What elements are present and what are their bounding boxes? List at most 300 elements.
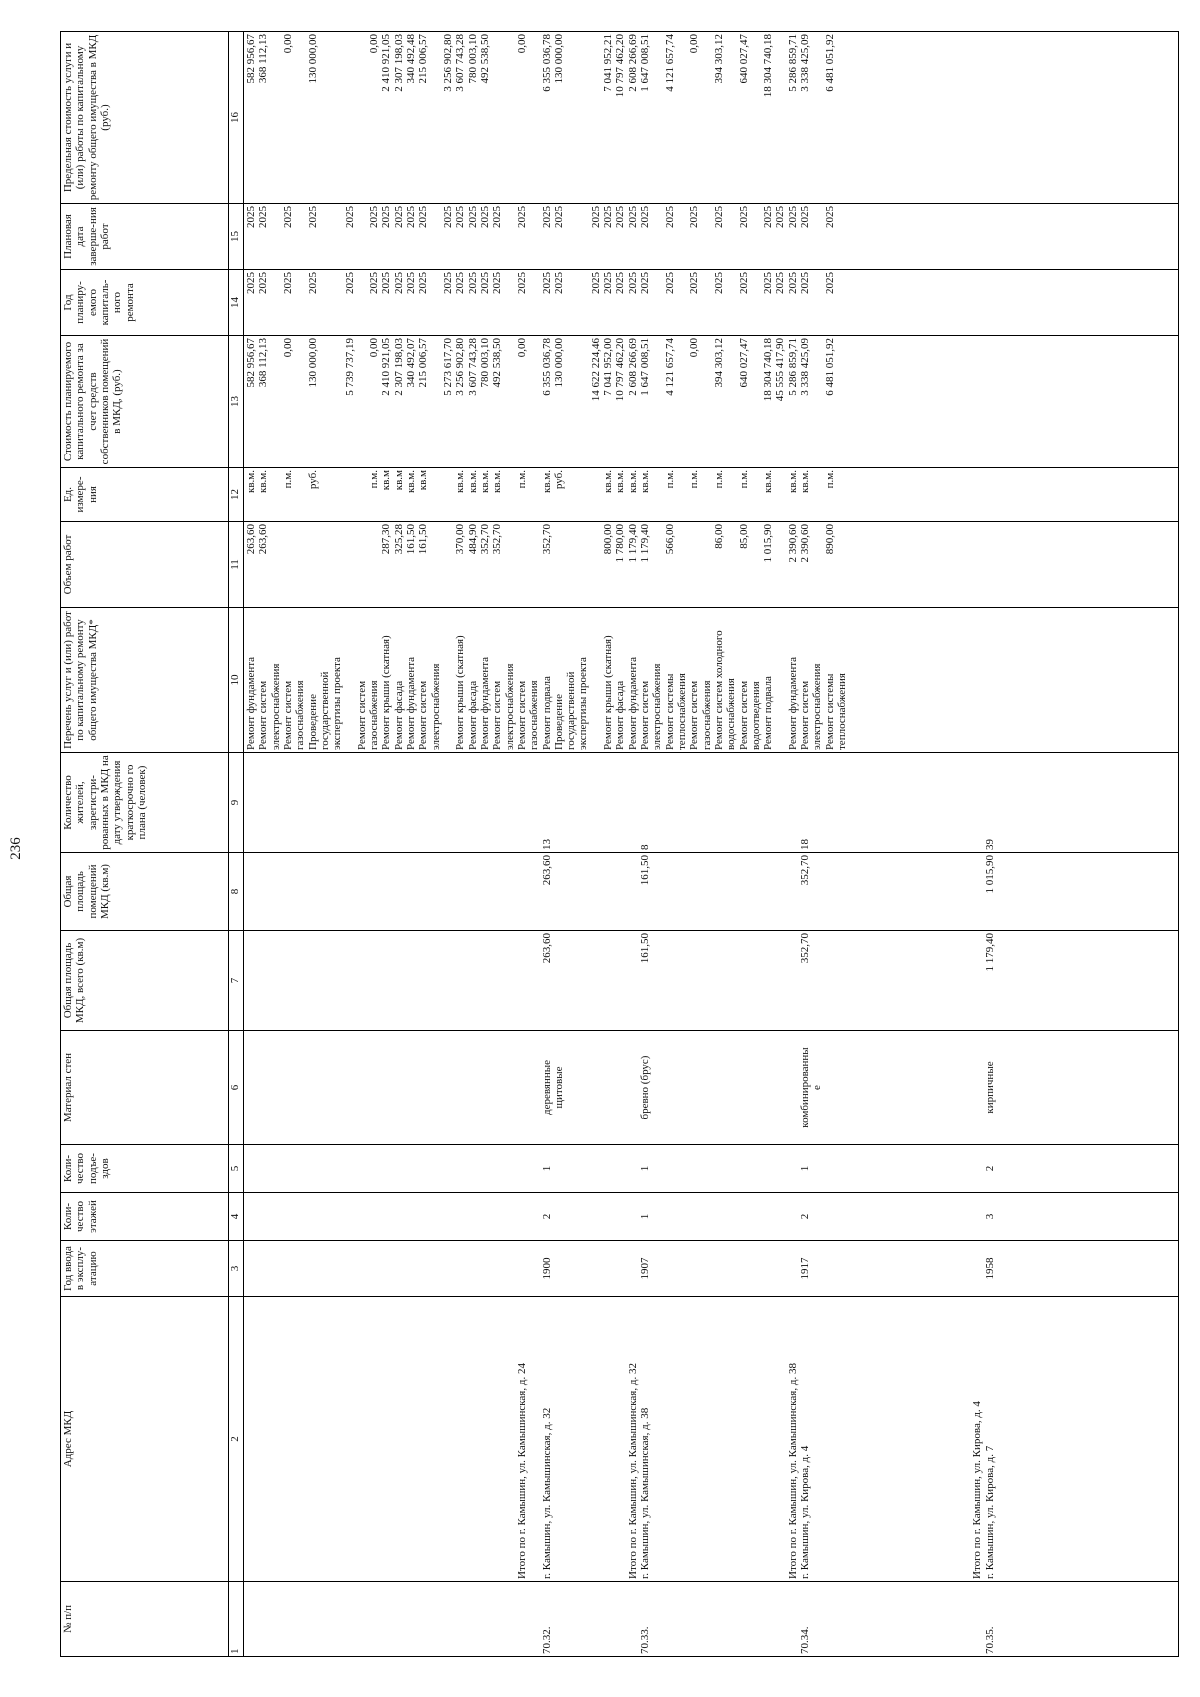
- cell-line: 2025: [688, 206, 701, 228]
- cell-line: Ремонт систем: [257, 680, 270, 750]
- cell-line: [479, 855, 491, 928]
- cell-line: [393, 755, 405, 850]
- cell-line: [676, 34, 688, 201]
- cell-line: [824, 1147, 836, 1190]
- cell-line: [479, 1243, 491, 1294]
- cell-line: [454, 1195, 466, 1238]
- cell-line: электроснабжения: [651, 663, 664, 750]
- cell-line: [701, 34, 713, 201]
- cell-line: [959, 1147, 971, 1190]
- cell-line: 2025: [306, 272, 319, 294]
- cell-line: 340 492,48: [405, 34, 418, 84]
- cell-line: 18 304 740,18: [762, 338, 775, 402]
- cell-line: [282, 1299, 294, 1579]
- cell-line: [565, 933, 577, 1028]
- cell-line: [885, 755, 897, 850]
- cell-line: [565, 1299, 577, 1579]
- cell-line: [836, 855, 848, 928]
- cell-line: 7 041 952,21: [602, 34, 615, 92]
- cell-line: [270, 855, 282, 928]
- cell-line: 0,00: [368, 338, 381, 358]
- cell-line: [344, 1147, 356, 1190]
- cell-line: 2025: [454, 206, 467, 228]
- cell-line: [725, 855, 737, 928]
- cell-line: [491, 1243, 503, 1294]
- cell-line: [417, 1584, 429, 1654]
- cell-line: [861, 1195, 873, 1238]
- cell-line: 800,00: [602, 524, 615, 555]
- cell-line: [922, 1243, 934, 1294]
- cell-line: [491, 34, 503, 201]
- cell-line: [725, 338, 737, 465]
- cell-line: [602, 1299, 614, 1579]
- cell-line: [331, 1195, 343, 1238]
- cell-line: е: [811, 1085, 824, 1090]
- cell-line: Ремонт фасада: [466, 680, 479, 750]
- cell-line: [344, 524, 356, 605]
- cell-line: [368, 1033, 380, 1142]
- cell-line: [627, 1195, 639, 1238]
- cell-line: [307, 1147, 319, 1190]
- cell-line: [405, 755, 417, 850]
- cell-line: г. Камышин, ул. Камышинская, д. 38: [639, 1407, 651, 1579]
- cell-line: [811, 524, 823, 605]
- cell-line: 1 647 008,51: [639, 338, 651, 396]
- cell-line: [701, 755, 713, 850]
- cell-line: [307, 1243, 319, 1294]
- cell-line: 215 006,57: [417, 338, 430, 388]
- cell-line: [651, 1584, 663, 1654]
- cell-line: [528, 272, 540, 333]
- cell-line: [504, 755, 516, 850]
- cell-line: [577, 1033, 589, 1142]
- cell-line: [417, 1033, 429, 1142]
- cell-line: [971, 755, 983, 850]
- cell-line: [898, 1584, 910, 1654]
- cell-line: 2025: [380, 272, 393, 294]
- cell-line: [688, 1147, 700, 1190]
- cell-line: [380, 755, 392, 850]
- cell-line: 1: [799, 1165, 812, 1172]
- cell-line: [257, 1299, 269, 1579]
- cell-line: [811, 1243, 823, 1294]
- cell-line: [910, 755, 922, 850]
- cell-line: 0,00: [368, 34, 381, 54]
- col-title: Стоимость планируемого капитального ремонта за счет средств собственников помещений в МКД, (руб.): [61, 336, 229, 468]
- cell-line: [270, 470, 282, 519]
- cell-line: [627, 1147, 639, 1190]
- cell-line: [750, 1584, 762, 1654]
- cell-line: [257, 1147, 269, 1190]
- cell-line: 45 555 417,90: [774, 338, 787, 402]
- cell-line: [898, 1033, 910, 1142]
- cell-line: 13: [540, 839, 553, 850]
- cell-line: [553, 1195, 565, 1238]
- cell-line: кв.м.: [639, 470, 651, 493]
- cell-line: [553, 933, 565, 1028]
- cell-line: [738, 1147, 750, 1190]
- cell-line: [762, 1584, 774, 1654]
- cell-line: 18 304 740,18: [762, 34, 775, 98]
- cell-line: кв.м.: [762, 470, 775, 493]
- cell-line: [405, 1584, 417, 1654]
- cell-line: [479, 755, 491, 850]
- cell-line: [294, 1299, 306, 1579]
- cell-line: 368 112,13: [257, 338, 270, 388]
- cell-line: [971, 1147, 983, 1190]
- cell-line: 3: [983, 1213, 996, 1220]
- cell-line: [750, 1195, 762, 1238]
- cell-line: 3 607 743,28: [454, 34, 467, 92]
- cell-line: [479, 1299, 491, 1579]
- cell-line: [676, 1195, 688, 1238]
- cell-line: [725, 272, 737, 333]
- cell-line: [344, 34, 356, 201]
- cell-line: 2025: [602, 272, 615, 294]
- cell-line: [294, 34, 306, 201]
- cell-line: газоснабжения: [700, 680, 713, 750]
- cell-line: п.м.: [368, 470, 381, 489]
- cell-line: [738, 1195, 750, 1238]
- cell-line: [257, 1033, 269, 1142]
- cell-line: [713, 933, 725, 1028]
- cell-line: [565, 524, 577, 605]
- cell-line: [393, 1243, 405, 1294]
- cell-line: [528, 34, 540, 201]
- cell-line: [885, 1584, 897, 1654]
- cell-line: [491, 1584, 503, 1654]
- cell-line: 2025: [245, 272, 257, 294]
- cell-line: [602, 1147, 614, 1190]
- cell-line: [614, 1195, 626, 1238]
- cell-line: 2 390,60: [786, 524, 799, 563]
- column-7-cell: [244, 931, 1179, 1031]
- cell-line: [725, 1584, 737, 1654]
- cell-line: [664, 933, 676, 1028]
- cell-line: [701, 206, 713, 267]
- cell-line: 1 015,90: [762, 524, 775, 563]
- cell-line: [430, 1243, 442, 1294]
- cell-line: [627, 755, 639, 850]
- cell-line: кв.м.: [540, 470, 553, 493]
- cell-line: [873, 933, 885, 1028]
- column-14-cell: [244, 270, 1179, 336]
- cell-line: [467, 933, 479, 1028]
- cell-line: [701, 1243, 713, 1294]
- cell-line: 2025: [281, 206, 294, 228]
- cell-line: [971, 855, 983, 928]
- cell-line: 3 256 902,80: [442, 34, 454, 92]
- column-2-cell: [244, 1297, 1179, 1582]
- cell-line: [356, 524, 368, 605]
- cell-line: 582 956,67: [245, 338, 257, 388]
- cell-line: [528, 1195, 540, 1238]
- cell-line: Проведение: [552, 694, 565, 750]
- cell-line: [467, 1299, 479, 1579]
- cell-line: [811, 1584, 823, 1654]
- cell-line: 1917: [799, 1257, 812, 1280]
- cell-line: [294, 470, 306, 519]
- cell-line: 161,50: [417, 524, 430, 555]
- cell-line: [750, 470, 762, 519]
- cell-line: [319, 338, 331, 465]
- cell-line: 566,00: [663, 524, 676, 555]
- cell-line: [836, 1195, 848, 1238]
- cell-line: [368, 1147, 380, 1190]
- cell-line: кирпичные: [983, 1061, 996, 1114]
- cell-line: [528, 206, 540, 267]
- cell-line: [319, 470, 331, 519]
- cell-line: [442, 1195, 454, 1238]
- cell-line: [959, 1243, 971, 1294]
- cell-line: [319, 524, 331, 605]
- cell-line: [331, 855, 343, 928]
- cell-line: [491, 1195, 503, 1238]
- cell-line: [811, 933, 823, 1028]
- cell-line: 492 538,50: [491, 338, 504, 388]
- cell-line: [331, 272, 343, 333]
- cell-line: [750, 272, 762, 333]
- cell-line: п.м.: [281, 470, 294, 489]
- cell-line: [873, 1195, 885, 1238]
- cell-line: 10 797 462,20: [614, 34, 627, 98]
- cell-line: [270, 272, 282, 333]
- cell-line: [922, 755, 934, 850]
- cell-line: [307, 1584, 319, 1654]
- cell-line: [442, 470, 454, 519]
- cell-line: [836, 1147, 848, 1190]
- cell-line: 2025: [589, 206, 602, 228]
- cell-line: 3 338 425,09: [799, 34, 812, 92]
- cell-line: [282, 855, 294, 928]
- cell-line: 640 027,47: [737, 338, 750, 388]
- cell-line: [577, 933, 589, 1028]
- cell-line: [356, 1147, 368, 1190]
- cell-line: [270, 755, 282, 850]
- cell-line: [565, 470, 577, 519]
- cell-line: [836, 1299, 848, 1579]
- cell-line: 2025: [823, 206, 836, 228]
- cell-line: [947, 1033, 959, 1142]
- cell-line: [898, 755, 910, 850]
- cell-line: [959, 1195, 971, 1238]
- cell-line: [590, 933, 602, 1028]
- cell-line: [393, 933, 405, 1028]
- cell-line: [836, 1243, 848, 1294]
- cell-line: 780 003,10: [478, 338, 491, 388]
- cell-line: [959, 933, 971, 1028]
- cell-line: электроснабжения: [503, 663, 516, 750]
- cell-line: 2025: [799, 272, 812, 294]
- cell-line: [577, 1584, 589, 1654]
- col-title: № п/п: [61, 1582, 229, 1657]
- cell-line: [528, 1584, 540, 1654]
- cell-line: [577, 524, 589, 605]
- cell-line: [713, 1243, 725, 1294]
- cell-line: 2025: [774, 272, 787, 294]
- cell-line: [614, 1033, 626, 1142]
- cell-line: [368, 1299, 380, 1579]
- cell-line: [516, 1195, 528, 1238]
- cell-line: [676, 1243, 688, 1294]
- cell-line: [319, 34, 331, 201]
- cell-line: [935, 855, 947, 928]
- cell-line: 492 538,50: [478, 34, 491, 84]
- cell-line: [245, 855, 257, 928]
- cell-line: [627, 1584, 639, 1654]
- col-title: Количество жителей, зарегистри-рованных в МКД на дату утверждения краткосрочно го плана (человек): [61, 753, 229, 853]
- cell-line: [331, 1584, 343, 1654]
- cell-line: [664, 1147, 676, 1190]
- cell-line: [294, 855, 306, 928]
- cell-line: [319, 855, 331, 928]
- cell-line: [873, 855, 885, 928]
- cell-line: [811, 272, 823, 333]
- cell-line: водоснабжения: [725, 678, 738, 750]
- cell-line: [935, 1584, 947, 1654]
- cell-line: 1: [540, 1165, 553, 1172]
- cell-line: [811, 855, 823, 928]
- cell-line: [651, 1243, 663, 1294]
- cell-line: [676, 524, 688, 605]
- cell-line: 2025: [306, 206, 319, 228]
- col-title: Предельная стоимость услуги и (или) работы по капитальному ремонту общего имущества в МКД (руб.): [61, 32, 229, 204]
- col-title: Коли-чество подъе-здов: [61, 1145, 229, 1193]
- cell-line: [442, 1147, 454, 1190]
- cell-line: [848, 755, 860, 850]
- cell-line: [504, 1033, 516, 1142]
- cell-line: 130 000,00: [552, 34, 565, 84]
- cell-line: 6 355 036,78: [540, 338, 553, 396]
- cell-line: [861, 1299, 873, 1579]
- cell-line: [910, 1195, 922, 1238]
- cell-line: [504, 1299, 516, 1579]
- cell-line: [701, 1299, 713, 1579]
- cell-line: [676, 338, 688, 465]
- cell-line: [430, 470, 442, 519]
- cell-line: [688, 1584, 700, 1654]
- cell-line: [738, 755, 750, 850]
- cell-line: [553, 855, 565, 928]
- cell-line: [417, 1299, 429, 1579]
- cell-line: [614, 1243, 626, 1294]
- cell-line: [294, 1147, 306, 1190]
- cell-line: [307, 1299, 319, 1579]
- cell-line: [935, 1243, 947, 1294]
- cell-line: [947, 1243, 959, 1294]
- cell-line: [430, 34, 442, 201]
- cell-line: [294, 524, 306, 605]
- cell-line: [356, 34, 368, 201]
- cell-line: [467, 1584, 479, 1654]
- cell-line: [774, 1243, 786, 1294]
- cell-line: [331, 755, 343, 850]
- cell-line: [491, 1147, 503, 1190]
- cell-line: [885, 855, 897, 928]
- cell-line: [319, 1147, 331, 1190]
- cell-line: п.м.: [688, 470, 701, 489]
- cell-line: [417, 1243, 429, 1294]
- cell-line: [959, 1584, 971, 1654]
- cell-line: [380, 855, 392, 928]
- cell-line: [257, 855, 269, 928]
- cell-line: [270, 1584, 282, 1654]
- cell-line: деревянные: [540, 1059, 553, 1116]
- cell-line: щитовые: [552, 1066, 565, 1109]
- cell-line: [344, 1195, 356, 1238]
- cell-line: кв.м.: [405, 470, 418, 493]
- cell-line: 352,70: [491, 524, 504, 555]
- cell-line: [516, 1584, 528, 1654]
- col-title: Общая площадь МКД, всего (кв.м): [61, 931, 229, 1031]
- col-number: 14: [229, 270, 244, 336]
- cell-line: [651, 1147, 663, 1190]
- cell-line: 85,00: [737, 524, 750, 549]
- cell-line: 2025: [774, 206, 787, 228]
- cell-line: [331, 933, 343, 1028]
- cell-line: 2025: [245, 206, 257, 228]
- cell-line: [651, 524, 663, 605]
- cell-line: [787, 1243, 799, 1294]
- cell-line: [947, 755, 959, 850]
- cell-line: [848, 1584, 860, 1654]
- cell-line: 2: [799, 1213, 812, 1220]
- cell-line: [565, 206, 577, 267]
- col-title: Плановая дата заверше-ния работ: [61, 204, 229, 270]
- cell-line: [787, 1033, 799, 1142]
- cell-line: 1900: [540, 1257, 553, 1280]
- cell-line: [356, 755, 368, 850]
- cell-line: электроснабжения: [811, 663, 824, 750]
- cell-line: [504, 206, 516, 267]
- cell-line: 70.34.: [799, 1626, 812, 1654]
- cell-line: [356, 338, 368, 465]
- cell-line: 325,28: [392, 524, 405, 555]
- cell-line: [294, 1584, 306, 1654]
- cell-line: 2025: [257, 272, 270, 294]
- cell-line: [491, 755, 503, 850]
- cell-line: [405, 1195, 417, 1238]
- cell-line: [701, 933, 713, 1028]
- cell-line: руб.: [306, 470, 319, 490]
- cell-line: [701, 855, 713, 928]
- cell-line: [725, 1033, 737, 1142]
- cell-line: [861, 1033, 873, 1142]
- cell-line: газоснабжения: [294, 680, 307, 750]
- cell-line: Ремонт систем холодного: [712, 630, 725, 750]
- cell-line: [393, 855, 405, 928]
- cell-line: [762, 1243, 774, 1294]
- cell-line: 2025: [405, 206, 418, 228]
- cell-line: 2025: [343, 272, 356, 294]
- cell-line: [577, 755, 589, 850]
- cell-line: [885, 1147, 897, 1190]
- cell-line: [294, 272, 306, 333]
- cell-line: п.м.: [737, 470, 750, 489]
- cell-line: кв.м.: [257, 470, 270, 493]
- cell-line: [245, 1243, 257, 1294]
- cell-line: 1958: [983, 1257, 996, 1280]
- cell-line: [504, 34, 516, 201]
- cell-line: [701, 338, 713, 465]
- cell-line: [811, 338, 823, 465]
- cell-line: [528, 338, 540, 465]
- cell-line: [762, 755, 774, 850]
- cell-line: 370,00: [454, 524, 467, 555]
- cell-line: [811, 470, 823, 519]
- cell-line: [688, 755, 700, 850]
- cell-line: [824, 933, 836, 1028]
